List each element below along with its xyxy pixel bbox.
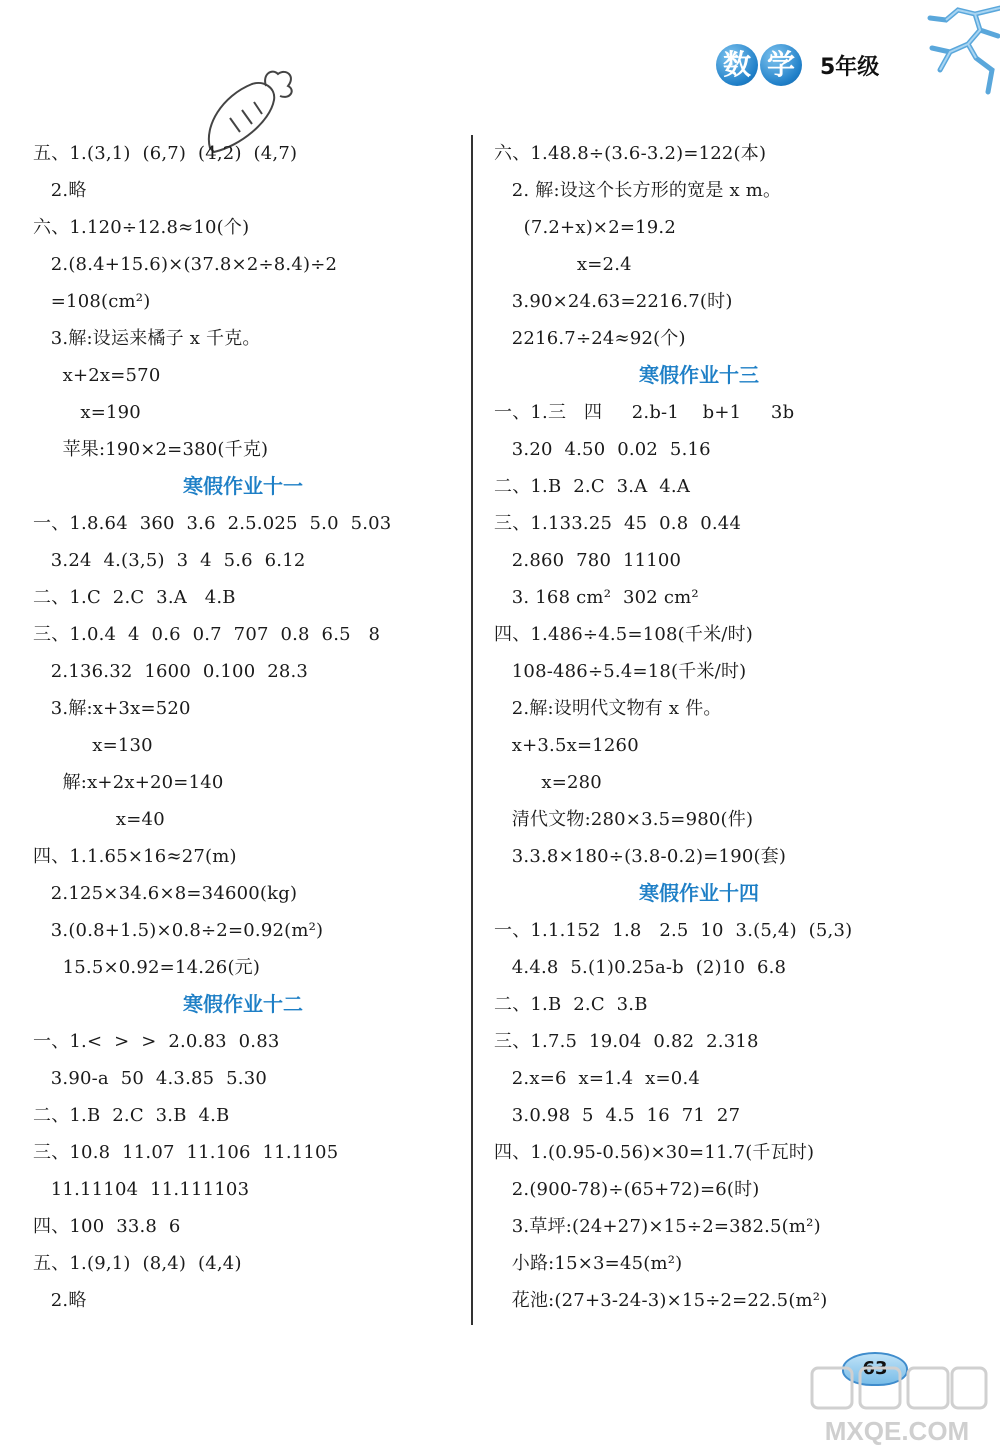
answer-line: 小路:15×3=45(m²) [494,1253,683,1274]
answer-line: 2.(900-78)÷(65+72)=6(时) [494,1179,760,1200]
answer-line: 2.(8.4+15.6)×(37.8×2÷8.4)÷2 [33,254,338,275]
answer-line: 2.125×34.6×8=34600(kg) [33,883,298,904]
answer-column-left [33,135,463,1319]
answer-column-right [494,135,954,1319]
answer-line: 一、1.8.64 360 3.6 2.5.025 5.0 5.03 [33,513,392,534]
ice-branch-decoration [880,0,1000,110]
answer-line: 四、1.486÷4.5=108(千米/时) [494,624,753,645]
answer-line: 一、1.1.152 1.8 2.5 10 3.(5,4) (5,3) [494,920,853,941]
answer-line: 2216.7÷24≈92(个) [494,328,686,349]
answer-line: 清代文物:280×3.5=980(件) [494,809,754,830]
answer-line: x+2x=570 [33,365,161,386]
section-heading: 寒假作业十二 [183,992,303,1016]
answer-line: 3.20 4.50 0.02 5.16 [494,439,711,460]
answer-line: 15.5×0.92=14.26(元) [33,957,261,978]
answer-line: 2.860 780 11100 [494,550,682,571]
section-heading: 寒假作业十三 [639,363,759,387]
answer-line: 五、1.(3,1) (6,7) (4,2) (4,7) [33,143,298,164]
answer-line: x=130 [33,735,153,756]
answer-line: 4.4.8 5.(1)0.25a-b (2)10 6.8 [494,957,787,978]
answer-line: 3.(0.8+1.5)×0.8÷2=0.92(m²) [33,920,324,941]
answer-line: 108-486÷5.4=18(千米/时) [494,661,747,682]
answer-line: 花池:(27+3-24-3)×15÷2=22.5(m²) [494,1290,828,1311]
answer-line: 3.3.8×180÷(3.8-0.2)=190(套) [494,846,787,867]
answer-line: 二、1.B 2.C 3.A 4.A [494,476,691,497]
answer-line: 六、1.48.8÷(3.6-3.2)=122(本) [494,143,767,164]
answer-line: 3.解:设运来橘子 x 千克。 [33,328,261,349]
answer-line: 四、1.1.65×16≈27(m) [33,846,237,867]
answer-line: 2.x=6 x=1.4 x=0.4 [494,1068,701,1089]
answer-line: 三、1.133.25 45 0.8 0.44 [494,513,742,534]
grade-label: 5年级 [820,55,880,80]
answer-line: 二、1.B 2.C 3.B 4.B [33,1105,230,1126]
answer-line: 解:x+2x+20=140 [33,772,224,793]
answer-line: 一、1.< > > 2.0.83 0.83 [33,1031,280,1052]
answer-line: 三、1.7.5 19.04 0.82 2.318 [494,1031,759,1052]
subject-badge [716,44,806,90]
subject-char-1: 数 [716,44,758,86]
answer-line: 2.解:设明代文物有 x 件。 [494,698,722,719]
answer-line: 2. 解:设这个长方形的宽是 x m。 [494,180,782,201]
svg-text:MXQE.COM: MXQE.COM [824,1416,970,1446]
watermark-logo [802,1360,992,1450]
answer-line: 三、1.0.4 4 0.6 0.7 707 0.8 6.5 8 [33,624,381,645]
subject-char-2: 学 [760,44,802,86]
answer-line: 苹果:190×2=380(千克) [33,439,269,460]
answer-line: 3. 168 cm² 302 cm² [494,587,699,608]
answer-line: 3.90-a 50 4.3.85 5.30 [33,1068,268,1089]
answer-line: 六、1.120÷12.8≈10(个) [33,217,250,238]
answer-line: 2.略 [33,1290,87,1311]
section-heading: 寒假作业十四 [639,881,759,905]
answer-line: 三、10.8 11.07 11.106 11.1105 [33,1142,339,1163]
page-number: 63 [842,1352,908,1386]
page-header [0,0,1000,110]
answer-line: 五、1.(9,1) (8,4) (4,4) [33,1253,242,1274]
answer-line: 3.解:x+3x=520 [33,698,191,719]
answer-line: 2.136.32 1600 0.100 28.3 [33,661,309,682]
answer-line: (7.2+x)×2=19.2 [494,217,677,238]
answer-line: 3.0.98 5 4.5 16 71 27 [494,1105,741,1126]
answer-line: x=280 [494,772,602,793]
answer-line: 3.草坪:(24+27)×15÷2=382.5(m²) [494,1216,821,1237]
answer-line: 一、1.三 四 2.b-1 b+1 3b [494,402,795,423]
answer-line: 3.24 4.(3,5) 3 4 5.6 6.12 [33,550,306,571]
answer-line: x+3.5x=1260 [494,735,639,756]
answer-line: 二、1.B 2.C 3.B [494,994,648,1015]
answer-line: 2.略 [33,180,87,201]
answer-line: x=40 [33,809,165,830]
answer-line: 二、1.C 2.C 3.A 4.B [33,587,236,608]
section-heading: 寒假作业十一 [183,474,303,498]
answer-line: =108(cm²) [33,291,151,312]
answer-line: x=190 [33,402,141,423]
column-divider [471,135,473,1325]
answer-line: 3.90×24.63=2216.7(时) [494,291,733,312]
answer-line: 11.11104 11.111103 [33,1179,250,1200]
answer-line: x=2.4 [494,254,632,275]
answer-line: 四、100 33.8 6 [33,1216,181,1237]
answer-line: 四、1.(0.95-0.56)×30=11.7(千瓦时) [494,1142,815,1163]
